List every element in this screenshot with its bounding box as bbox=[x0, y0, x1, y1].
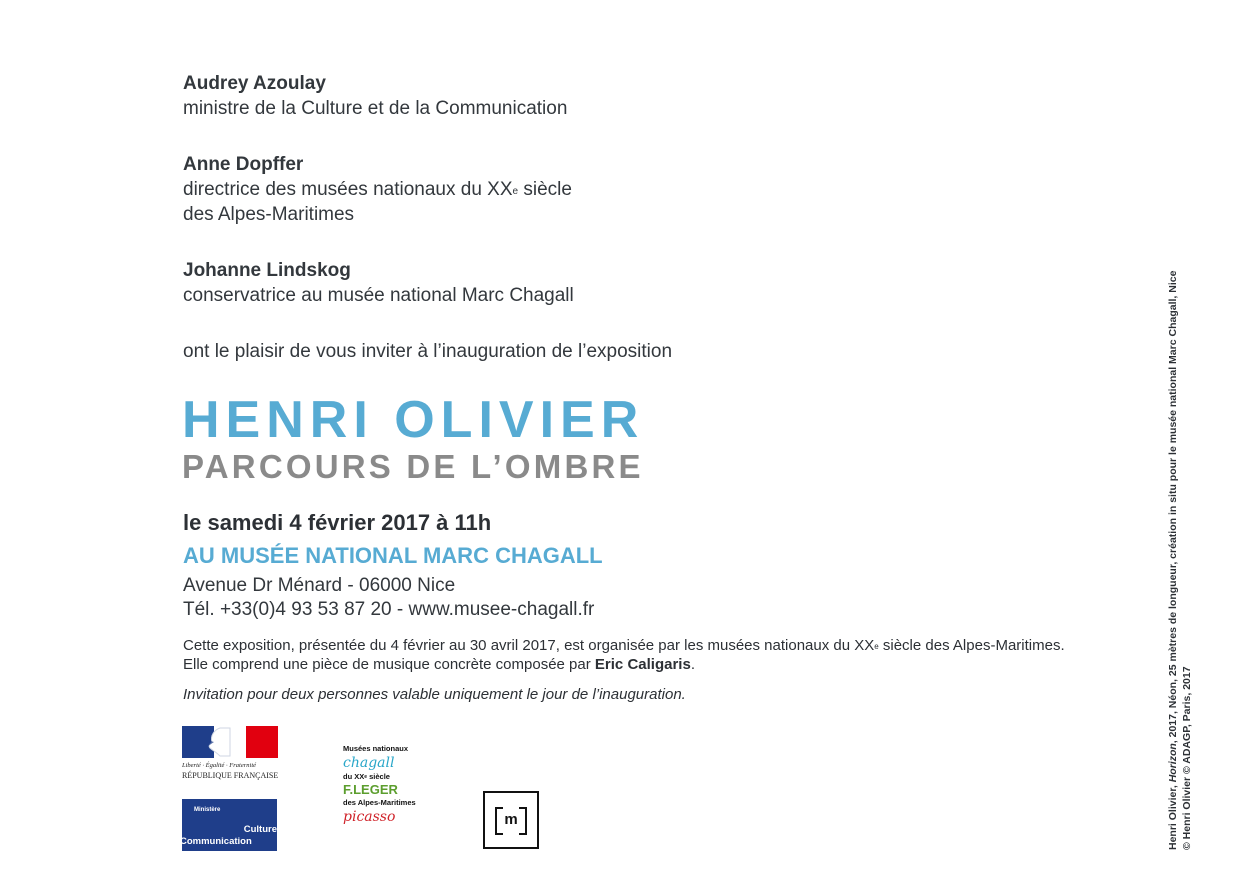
credit-line-1: Henri Olivier, Horizon, 2017, Néon, 25 mètres de longueur, création in situ pour le musée national Marc Chagall, Nice bbox=[1167, 270, 1179, 850]
organizer-1-role: ministre de la Culture et de la Communication bbox=[183, 98, 568, 119]
description-line-2: Elle comprend une pièce de musique concrète composée par Eric Caligaris. bbox=[183, 656, 695, 673]
invitation-note: Invitation pour deux personnes valable uniquement le jour de l’inauguration. bbox=[183, 686, 686, 703]
m-logo: m bbox=[483, 791, 539, 849]
french-flag-icon bbox=[182, 726, 278, 758]
republique-name: RÉPUBLIQUE FRANÇAISE bbox=[182, 771, 279, 780]
ministere-culture-logo: Ministère Culture Communication bbox=[182, 799, 277, 851]
event-date: le samedi 4 février 2017 à 11h bbox=[183, 510, 492, 535]
organizer-2-role-line2: des Alpes-Maritimes bbox=[183, 204, 355, 225]
photo-credit bbox=[1166, 271, 1194, 850]
marianne-icon bbox=[200, 726, 232, 758]
picasso-signature-logo: picasso bbox=[343, 809, 396, 825]
organizer-1-name: Audrey Azoulay bbox=[183, 73, 326, 94]
composer-name: Eric Caligaris bbox=[594, 656, 691, 673]
invitation-text: ont le plaisir de vous inviter à l’inauguration de l’exposition bbox=[183, 341, 673, 362]
republique-motto: Liberté · Égalité · Fraternité bbox=[182, 762, 257, 769]
organizer-3-role: conservatrice au musée national Marc Chagall bbox=[183, 285, 574, 306]
exhibition-artist: HENRI OLIVIER bbox=[182, 391, 645, 449]
musees-nationaux-logo: Musées nationaux chagall du XXe siècle F.LEGER des Alpes-Maritimes picasso bbox=[343, 744, 443, 826]
description-line-1: Cette exposition, présentée du 4 février au 30 avril 2017, est organisée par les musées nationaux du XXe siècle des Alpes-Maritimes. bbox=[183, 637, 1065, 654]
event-contact: Tél. +33(0)4 93 53 87 20 - www.musee-chagall.fr bbox=[183, 599, 595, 620]
organizer-3-name: Johanne Lindskog bbox=[183, 260, 351, 281]
republique-francaise-logo bbox=[182, 726, 278, 781]
organizer-2-role: directrice des musées nationaux du XXe siècle bbox=[183, 179, 572, 200]
event-address: Avenue Dr Ménard - 06000 Nice bbox=[183, 575, 456, 596]
event-venue: AU MUSÉE NATIONAL MARC CHAGALL bbox=[183, 543, 603, 568]
credit-line-2: © Henri Olivier © ADAGP, Paris, 2017 bbox=[1181, 666, 1193, 850]
leger-logo: F.LEGER bbox=[343, 782, 398, 797]
chagall-logo: chagall bbox=[343, 755, 395, 771]
organizer-2-name: Anne Dopffer bbox=[183, 154, 304, 175]
exhibition-subtitle: PARCOURS DE L’OMBRE bbox=[182, 448, 644, 485]
